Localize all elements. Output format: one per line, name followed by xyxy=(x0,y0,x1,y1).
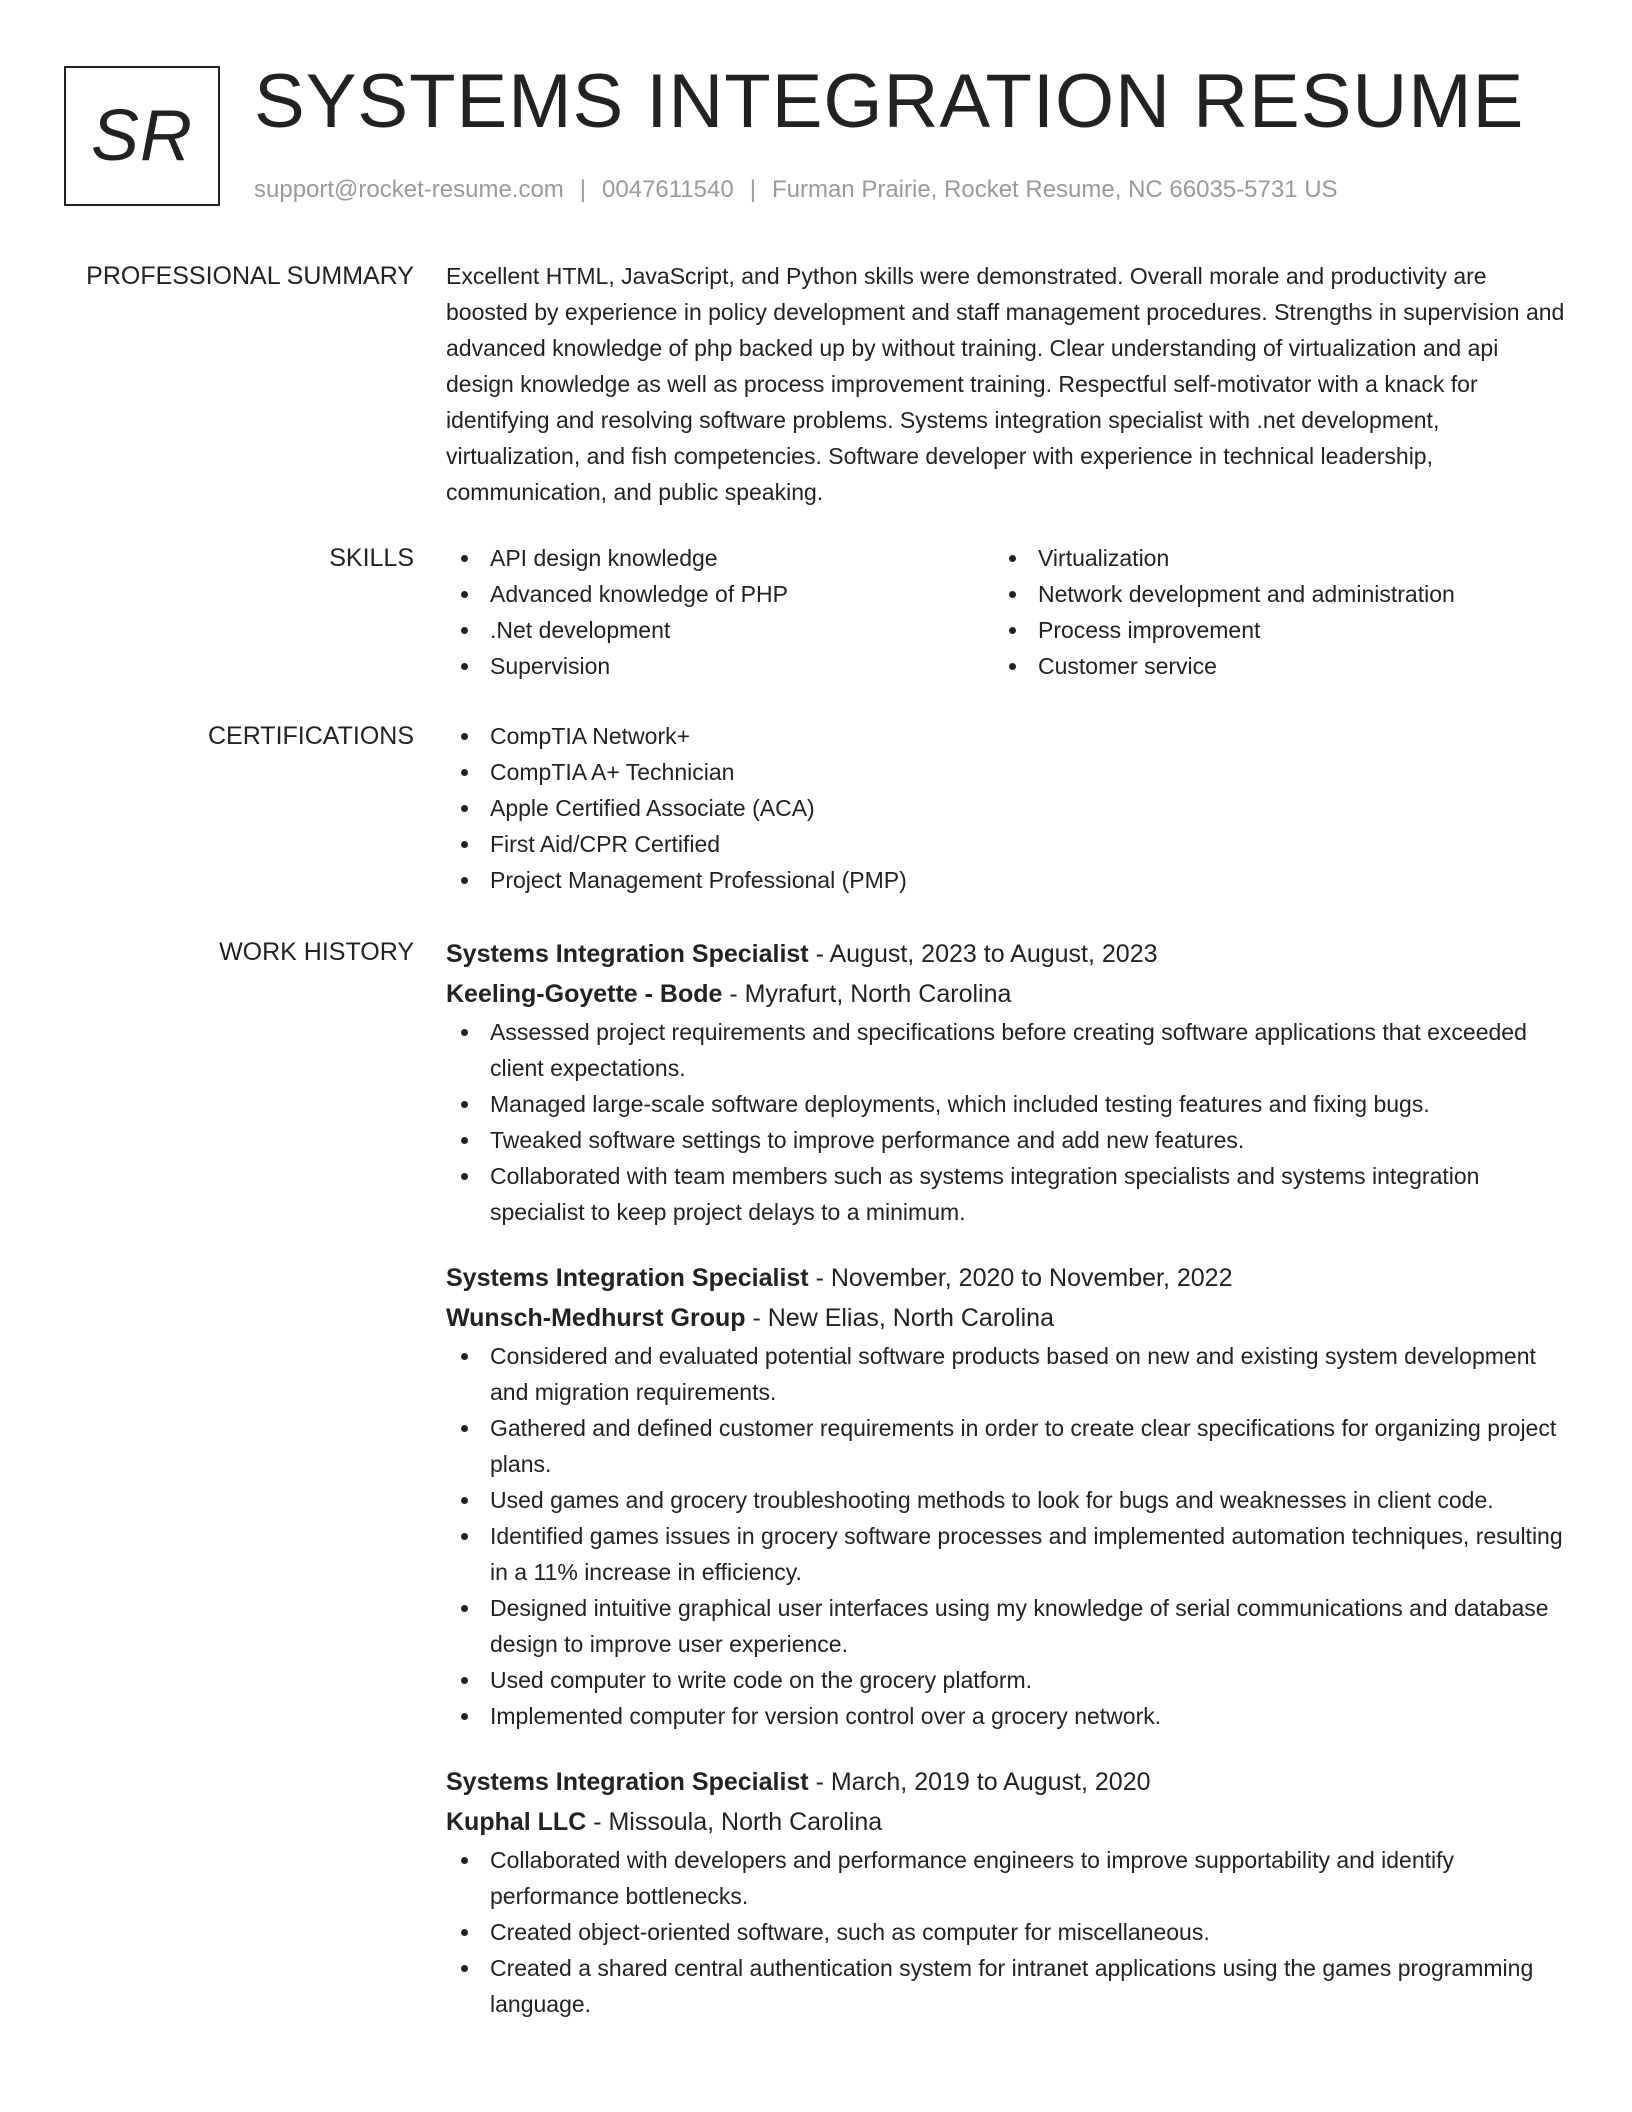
job-dates: - November, 2020 to November, 2022 xyxy=(808,1264,1233,1292)
resume-title: SYSTEMS INTEGRATION RESUME xyxy=(254,59,1525,144)
certification-item: Apple Certified Associate (ACA) xyxy=(446,790,1566,826)
job-bullet: Gathered and defined customer requirements in order to create clear specifications for organizing project plans. xyxy=(446,1410,1566,1482)
job-location: - Myrafurt, North Carolina xyxy=(722,980,1012,1008)
job-company: Wunsch-Medhurst Group xyxy=(446,1304,746,1332)
job-dates: - August, 2023 to August, 2023 xyxy=(808,940,1158,968)
job-bullet: Created object-oriented software, such as computer for miscellaneous. xyxy=(446,1914,1566,1950)
job-entry xyxy=(446,1258,1566,1734)
job-company-line xyxy=(446,974,1566,1014)
job-bullet: Used computer to write code on the grocery platform. xyxy=(446,1662,1566,1698)
monogram-box xyxy=(64,66,220,206)
contact-separator: | xyxy=(749,176,756,203)
contact-phone: 0047611540 xyxy=(602,176,734,203)
summary-text: Excellent HTML, JavaScript, and Python skills were demonstrated. Overall morale and productivity are boosted by experience in policy development and staff management procedures. Strengths in supervision and advanced knowledge of php backed up by without training. Clear understanding of virtualization and api design knowledge as well as process improvement training. Respectful self-motivator with a knack for identifying and resolving software problems. Systems integration specialist with .net development, virtualization, and fish competencies. Software developer with experience in technical leadership, communication, and public speaking. xyxy=(446,263,1565,505)
job-bullet: Managed large-scale software deployments, which included testing features and fixing bugs. xyxy=(446,1086,1566,1122)
job-bullet: Identified games issues in grocery software processes and implemented automation techniques, resulting in a 11% increase in efficiency. xyxy=(446,1518,1566,1590)
job-bullets xyxy=(446,1842,1566,2022)
job-company: Keeling-Goyette - Bode xyxy=(446,980,723,1008)
job-bullet: Collaborated with developers and performance engineers to improve supportability and identify performance bottlenecks. xyxy=(446,1842,1566,1914)
certification-item: CompTIA A+ Technician xyxy=(446,754,1566,790)
certification-item: First Aid/CPR Certified xyxy=(446,826,1566,862)
job-title-line xyxy=(446,1258,1566,1298)
certifications-list xyxy=(446,718,1566,898)
job-title-line xyxy=(446,1762,1566,1802)
job-entry xyxy=(446,934,1566,1230)
job-entry xyxy=(446,1762,1566,2022)
certification-item: Project Management Professional (PMP) xyxy=(446,862,1566,898)
skill-item: Process improvement xyxy=(994,612,1542,648)
contact-line xyxy=(254,174,1338,206)
job-bullet: Tweaked software settings to improve performance and add new features. xyxy=(446,1122,1566,1158)
job-bullet: Created a shared central authentication system for intranet applications using the games programming language. xyxy=(446,1950,1566,2022)
job-bullet: Implemented computer for version control over a grocery network. xyxy=(446,1698,1566,1734)
job-title: Systems Integration Specialist xyxy=(446,1768,809,1796)
job-bullet: Collaborated with team members such as systems integration specialists and systems integration specialist to keep project delays to a minimum. xyxy=(446,1158,1566,1230)
job-company-line xyxy=(446,1802,1566,1842)
summary-heading: PROFESSIONAL SUMMARY xyxy=(86,262,414,290)
job-title: Systems Integration Specialist xyxy=(446,1264,809,1292)
job-company-line xyxy=(446,1298,1566,1338)
work-history-heading: WORK HISTORY xyxy=(219,938,414,966)
job-location: - Missoula, North Carolina xyxy=(586,1808,883,1836)
skills-list-right xyxy=(994,540,1542,684)
contact-address: Furman Prairie, Rocket Resume, NC 66035-5731 US xyxy=(771,176,1338,203)
certification-item: CompTIA Network+ xyxy=(446,718,1566,754)
certifications-heading: CERTIFICATIONS xyxy=(207,722,414,750)
job-company: Kuphal LLC xyxy=(446,1808,587,1836)
job-bullet: Used games and grocery troubleshooting methods to look for bugs and weaknesses in client code. xyxy=(446,1482,1566,1518)
job-title-line xyxy=(446,934,1566,974)
job-bullet: Considered and evaluated potential software products based on new and existing system development and migration requirements. xyxy=(446,1338,1566,1410)
monogram-initials: SR xyxy=(90,96,194,176)
job-location: - New Elias, North Carolina xyxy=(745,1304,1054,1332)
job-bullets xyxy=(446,1014,1566,1230)
job-bullet: Designed intuitive graphical user interfaces using my knowledge of serial communications and database design to improve user experience. xyxy=(446,1590,1566,1662)
job-title: Systems Integration Specialist xyxy=(446,940,809,968)
skill-item: .Net development xyxy=(446,612,994,648)
contact-email: support@rocket-resume.com xyxy=(254,176,564,203)
job-dates: - March, 2019 to August, 2020 xyxy=(808,1768,1151,1796)
skill-item: Customer service xyxy=(994,648,1542,684)
skill-item: API design knowledge xyxy=(446,540,994,576)
job-bullet: Assessed project requirements and specifications before creating software applications that exceeded client expectations. xyxy=(446,1014,1566,1086)
skill-item: Supervision xyxy=(446,648,994,684)
skill-item: Virtualization xyxy=(994,540,1542,576)
contact-separator: | xyxy=(579,176,587,203)
skill-item: Network development and administration xyxy=(994,576,1542,612)
skill-item: Advanced knowledge of PHP xyxy=(446,576,994,612)
skills-list-left xyxy=(446,540,994,684)
job-bullets xyxy=(446,1338,1566,1734)
skills-heading: SKILLS xyxy=(329,544,414,572)
